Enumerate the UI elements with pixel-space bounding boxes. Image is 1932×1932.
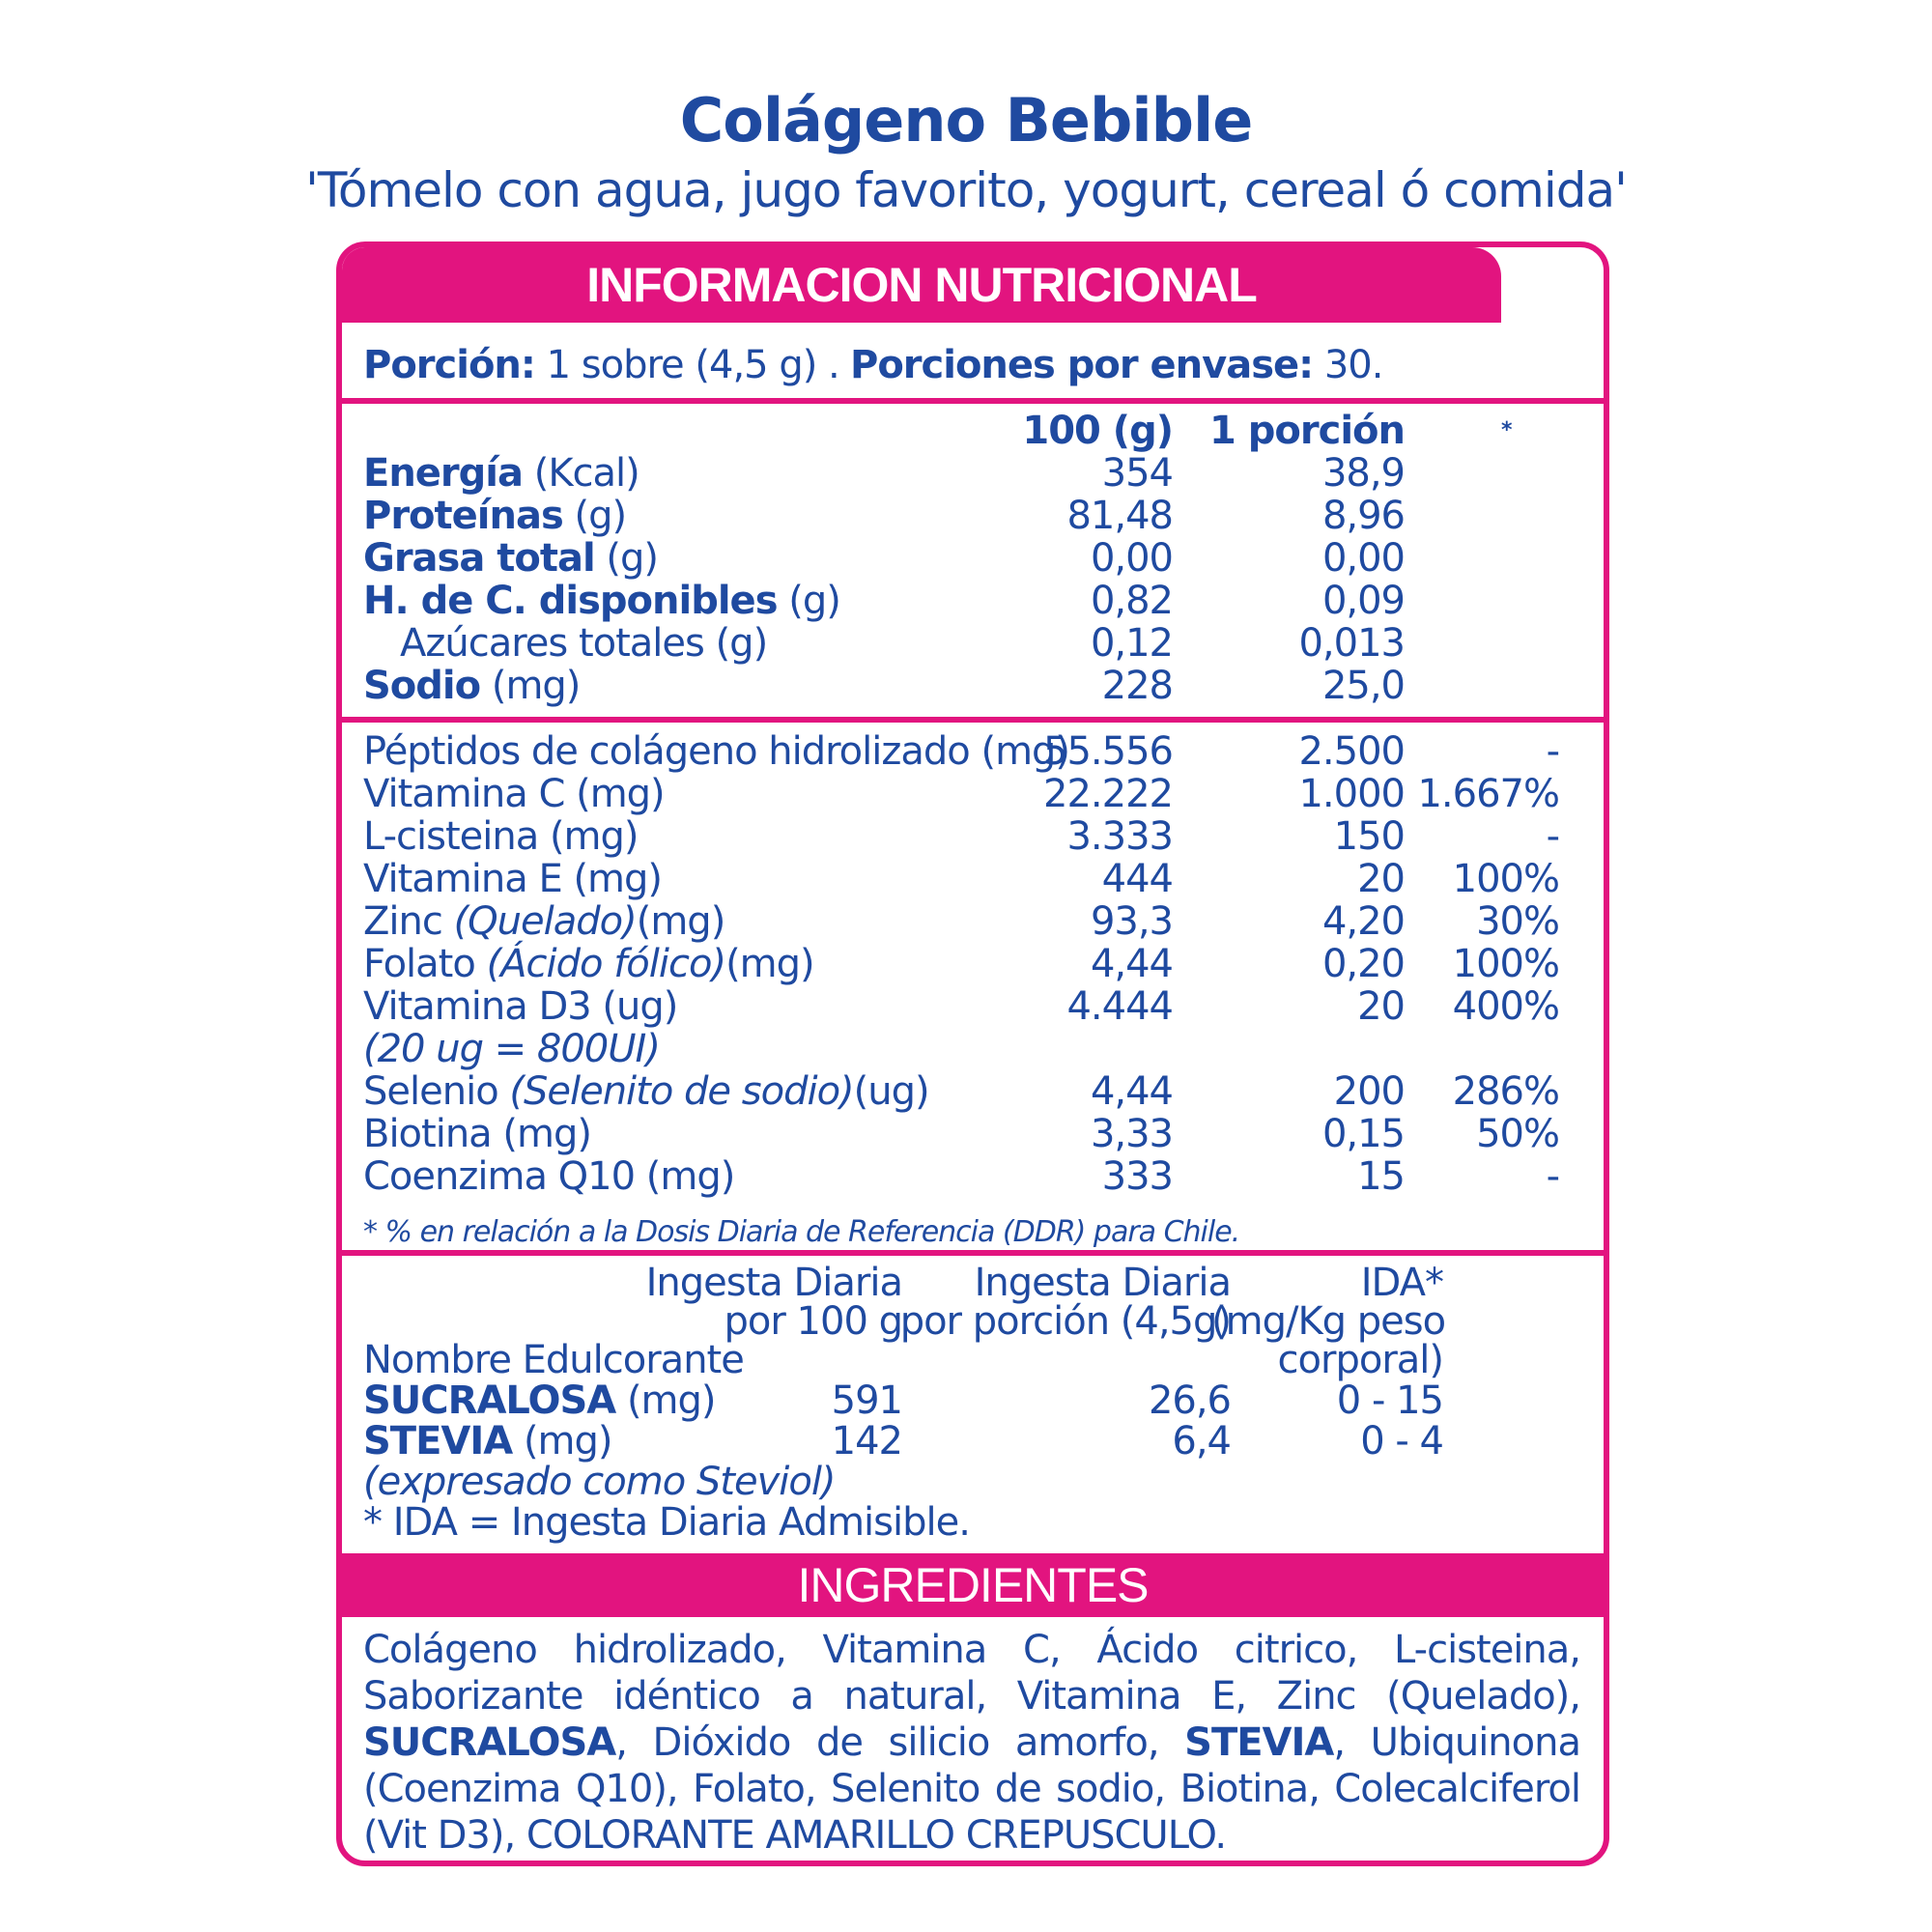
micronutrient-value-pct: 1.667% (1417, 772, 1559, 816)
micronutrient-value-v100: 4,44 (1090, 942, 1173, 986)
nutrient-value-v100: 0,82 (1090, 579, 1173, 623)
porcion-value: 1 sobre (4,5 g) . (546, 343, 839, 387)
micronutrient-value-vpor: 200 (1333, 1069, 1405, 1114)
sweetener-ida: 0 - 15 (1336, 1378, 1443, 1423)
micronutrient-name: Péptidos de colágeno hidrolizado (mg) (363, 729, 1070, 774)
portion-line (363, 344, 839, 386)
micronutrient-value-v100: 3,33 (1090, 1112, 1173, 1156)
porciones-value: 30. (1323, 343, 1383, 387)
micronutrient-value-pct: 100% (1452, 857, 1559, 901)
micronutrient-name: L-cisteina (mg) (363, 814, 639, 859)
nutrient-value-vpor: 38,9 (1321, 451, 1405, 496)
micronutrient-name: Vitamina C (mg) (363, 772, 665, 816)
sweet-col1-line1: Ingesta Diaria (645, 1261, 902, 1305)
ddr-note: * % en relación a la Dosis Diaria de Referencia (DDR) para Chile. (363, 1215, 1240, 1249)
micronutrient-name: Vitamina E (mg) (363, 857, 663, 901)
micronutrient-value-v100: 55.556 (1043, 729, 1173, 774)
divider (342, 717, 1604, 723)
micronutrient-name: Folato (Ácido fólico)(mg) (363, 942, 814, 986)
micronutrient-value-v100: 4,44 (1090, 1069, 1173, 1114)
micronutrient-name: Biotina (mg) (363, 1112, 591, 1156)
sweetener-name: STEVIA (mg) (363, 1419, 612, 1463)
nutrient-name: Grasa total (g) (363, 536, 659, 581)
micronutrient-value-v100: 4.444 (1066, 984, 1173, 1029)
sweetener-ida: 0 - 4 (1360, 1419, 1443, 1463)
micronutrient-value-vpor: 0,15 (1321, 1112, 1405, 1156)
micronutrient-value-v100: 333 (1101, 1154, 1173, 1199)
sweet-col3-line3: corporal) (1277, 1338, 1443, 1382)
nutrient-name: H. de C. disponibles (g) (363, 579, 840, 623)
micronutrient-value-pct: 30% (1476, 899, 1559, 944)
ingredients-header: INGREDIENTES (797, 1558, 1149, 1612)
nutrient-value-vpor: 0,013 (1298, 621, 1405, 666)
product-title: Colágeno Bebible (679, 85, 1253, 156)
nutrition-header: INFORMACION NUTRICIONAL (586, 258, 1257, 312)
micronutrient-value-vpor: 0,20 (1321, 942, 1405, 986)
micronutrient-value-vpor: 1.000 (1298, 772, 1405, 816)
porciones-label: Porciones por envase: (850, 343, 1314, 387)
sweet-col3-line2: (mg/Kg peso (1211, 1299, 1446, 1344)
nutrient-name: Azúcares totales (g) (400, 621, 768, 666)
micronutrient-value-pct: - (1546, 729, 1559, 774)
nutrient-value-vpor: 0,00 (1321, 536, 1405, 581)
stevia-note: (expresado como Steviol) (363, 1460, 836, 1504)
micronutrient-value-vpor: 4,20 (1321, 899, 1405, 944)
nutrient-name: Energía (Kcal) (363, 451, 639, 496)
micronutrient-value-vpor: 15 (1357, 1154, 1405, 1199)
micronutrient-value-vpor: 20 (1357, 984, 1405, 1029)
micronutrient-value-pct: - (1546, 814, 1559, 859)
micronutrient-value-vpor: 20 (1357, 857, 1405, 901)
nutrient-value-v100: 0,12 (1090, 621, 1173, 666)
nutrition-panel (336, 242, 1609, 1866)
nutrient-value-v100: 228 (1101, 664, 1173, 708)
sweet-col1-line2: por 100 g (724, 1299, 902, 1344)
nutrient-name: Proteínas (g) (363, 494, 627, 538)
sweetener-name-header: Nombre Edulcorante (363, 1338, 744, 1382)
micronutrient-name: Vitamina D3 (ug) (363, 984, 678, 1029)
product-subtitle: 'Tómelo con agua, jugo favorito, yogurt, cereal ó comida' (305, 162, 1627, 218)
micronutrient-value-v100: 3.333 (1066, 814, 1173, 859)
servings-line (850, 344, 1382, 386)
porcion-label: Porción: (363, 343, 535, 387)
micronutrient-name: Coenzima Q10 (mg) (363, 1154, 735, 1199)
sweet-col3-line1: IDA* (1360, 1261, 1443, 1305)
nutrient-value-vpor: 25,0 (1321, 664, 1405, 708)
divider (342, 1250, 1604, 1256)
ingredients-header-bar (342, 1553, 1604, 1617)
sweetener-value-100g: 142 (831, 1419, 902, 1463)
nutrient-value-v100: 81,48 (1066, 494, 1173, 538)
sweet-col2-line1: Ingesta Diaria (974, 1261, 1231, 1305)
micronutrient-value-v100: 93,3 (1090, 899, 1173, 944)
col-porcion-header: 1 porción (1209, 409, 1405, 453)
nutrient-value-vpor: 0,09 (1321, 579, 1405, 623)
nutrient-value-vpor: 8,96 (1321, 494, 1405, 538)
micronutrient-value-pct: 286% (1452, 1069, 1559, 1114)
micronutrient-value-v100: 444 (1101, 857, 1173, 901)
micronutrient-value-pct: - (1546, 1154, 1559, 1199)
sweetener-value-100g: 591 (831, 1378, 902, 1423)
nutrient-value-v100: 0,00 (1090, 536, 1173, 581)
nutrient-name: Sodio (mg) (363, 664, 581, 708)
sweetener-value-porcion: 26,6 (1148, 1378, 1231, 1423)
sweet-col2-line2: por porción (4,5g) (899, 1299, 1231, 1344)
micronutrient-value-v100: 22.222 (1043, 772, 1173, 816)
micronutrient-name: Zinc (Quelado)(mg) (363, 899, 725, 944)
col-100g-header: 100 (g) (1022, 409, 1173, 453)
ida-note: * IDA = Ingesta Diaria Admisible. (363, 1500, 970, 1545)
micronutrient-value-vpor: 150 (1333, 814, 1405, 859)
micronutrient-value-pct: 400% (1452, 984, 1559, 1029)
sweetener-name: SUCRALOSA (mg) (363, 1378, 716, 1423)
nutrient-value-v100: 354 (1101, 451, 1173, 496)
divider (342, 398, 1604, 404)
ingredients-text: Colágeno hidrolizado, Vitamina C, Ácido citrico, L-cisteina, Saborizante idéntico a natural, Vitamina E, Zinc (Quelado), SUCRALOSA, Dióxido de silicio amorfo, STEVIA, Ubiquinona (Coenzima Q10), Folato, Selenito de sodio, Biotina, Colecalciferol (Vit D3), COLORANTE AMARILLO CREPUSCULO. (363, 1628, 1580, 1858)
nutrition-header-bar (342, 247, 1501, 323)
col-pct-header: * (1501, 418, 1512, 442)
micronutrient-name: Selenio (Selenito de sodio)(ug) (363, 1069, 929, 1114)
micronutrient-value-pct: 50% (1476, 1112, 1559, 1156)
micronutrient-value-vpor: 2.500 (1298, 729, 1405, 774)
micronutrient-value-pct: 100% (1452, 942, 1559, 986)
sweetener-value-porcion: 6,4 (1172, 1419, 1231, 1463)
micronutrient-name: (20 ug = 800UI) (363, 1027, 660, 1071)
